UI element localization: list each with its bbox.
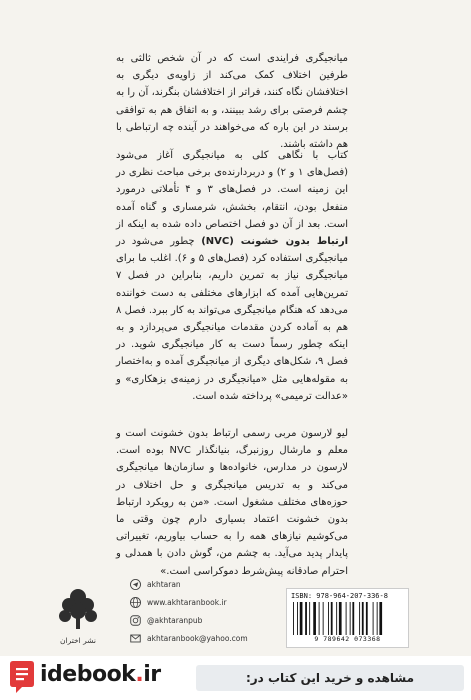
barcode-digits: 9 789642 073368 xyxy=(314,635,381,643)
brand-prefix: idebook xyxy=(40,662,136,687)
idebook-brand[interactable] xyxy=(40,662,161,687)
paragraph-text-part: چطور می‌شود در میانجیگری استفاده کرد (فصل‌های ۵ و ۶). اغلب ما برای میانجیگری نیاز به تمرین داریم، بنابراین در فصل ۷ تمرین‌هایی آمده که ابزارهای مختلفی به دست خواننده می‌دهد که هنگام میانجیگری می‌تواند به کار ببرد. فصل ۸ هم به آماده کردن مقدمات میانجیگری می‌پردازد و به اینکه چطور رسماً دست به کار میانجیگری شوید. در فصل ۹، شکل‌های دیگری از میانجیگری آمده و به‌اختصار به مقوله‌هایی مثل «میانجیگری در زمینه‌ی بزهکاری» و «عدالت ترمیمی» پرداخته شده است. xyxy=(116,236,348,402)
contact-text: www.akhtaranbook.ir xyxy=(147,597,227,607)
contact-text: akhtaranbook@yahoo.com xyxy=(147,633,248,643)
contact-instagram xyxy=(130,611,260,629)
paragraph-text: لیو لارسون مربی رسمی ارتباط بدون خشونت است و معلم و مارشال روزنبرگ، بنیانگذار NVC بوده است. لارسون در مدارس، خانواده‌ها و سازمان‌ها میانجیگری می‌کند و به تدریس میانجیگری و حل اختلاف در حوزه‌های مختلف مشغول است. «من به رویکرد ارتباط بدون خشونت اعتماد بسیاری دارم چون وقتی ما می‌کوشیم نیازهای همه را به حساب بیاوریم، تغییراتی پایدار پدید می‌آید. به چشم من، گوش دادن با همدلی و احترام صادقانه پیش‌شرط دموکراسی است.» xyxy=(116,428,349,577)
tree-logo-icon xyxy=(56,585,100,643)
contact-email xyxy=(130,629,260,647)
paragraph-text xyxy=(116,147,348,405)
telegram-icon xyxy=(130,579,141,590)
brand-dot: . xyxy=(135,662,144,687)
contact-telegram xyxy=(130,575,260,593)
nvc-term: ارتباط بدون خشونت (NVC) xyxy=(201,236,348,248)
contact-text: akhtaran xyxy=(147,579,181,589)
paragraph-text: میانجیگری فرایندی است که در آن شخص ثالثی به طرفین اختلاف کمک می‌کند از زاویه‌ی دیگری به اختلافشان نگاه کنند، فراتر از اختلافشان بنگرند، آن را به چشم فرصتی برای رشد ببینند، و به اتفاق هم به توافقی برسند در این باره که می‌خواهند در آینده چه ارتباطی با هم داشته باشند. xyxy=(116,53,348,151)
contact-website xyxy=(130,593,260,611)
barcode-icon xyxy=(291,602,404,635)
isbn-barcode xyxy=(286,588,409,648)
summary-paragraph-2 xyxy=(116,147,348,405)
paragraph-text-part: کتاب با نگاهی کلی به میانجیگری آغاز می‌شود (فصل‌های ۱ و ۲) و دربردارنده‌ی برخی مباحث نظری در این زمینه است. در فصل‌های ۳ و ۴ تأملاتی درمورد منفعل بودن، انتقام، بخشش، شرمساری و گناه آمده است. بعد از آن دو فصل اختصاص داده شده به اینکه از xyxy=(116,150,349,230)
brand-suffix: ir xyxy=(143,662,161,687)
instagram-icon xyxy=(130,615,141,626)
publisher-name: نشر اختران xyxy=(59,636,96,645)
isbn-label: ISBN: 978-964-207-336-8 xyxy=(291,592,388,600)
email-icon xyxy=(130,633,141,644)
globe-icon xyxy=(130,597,141,608)
contact-text: @akhtaranpub xyxy=(147,615,203,625)
buy-book-cta[interactable]: مشاهده و خرید این کتاب در: xyxy=(196,665,464,691)
author-paragraph xyxy=(116,425,348,580)
summary-paragraph-1 xyxy=(116,50,348,153)
idebook-logo-icon xyxy=(7,660,37,694)
contact-list xyxy=(130,575,260,647)
